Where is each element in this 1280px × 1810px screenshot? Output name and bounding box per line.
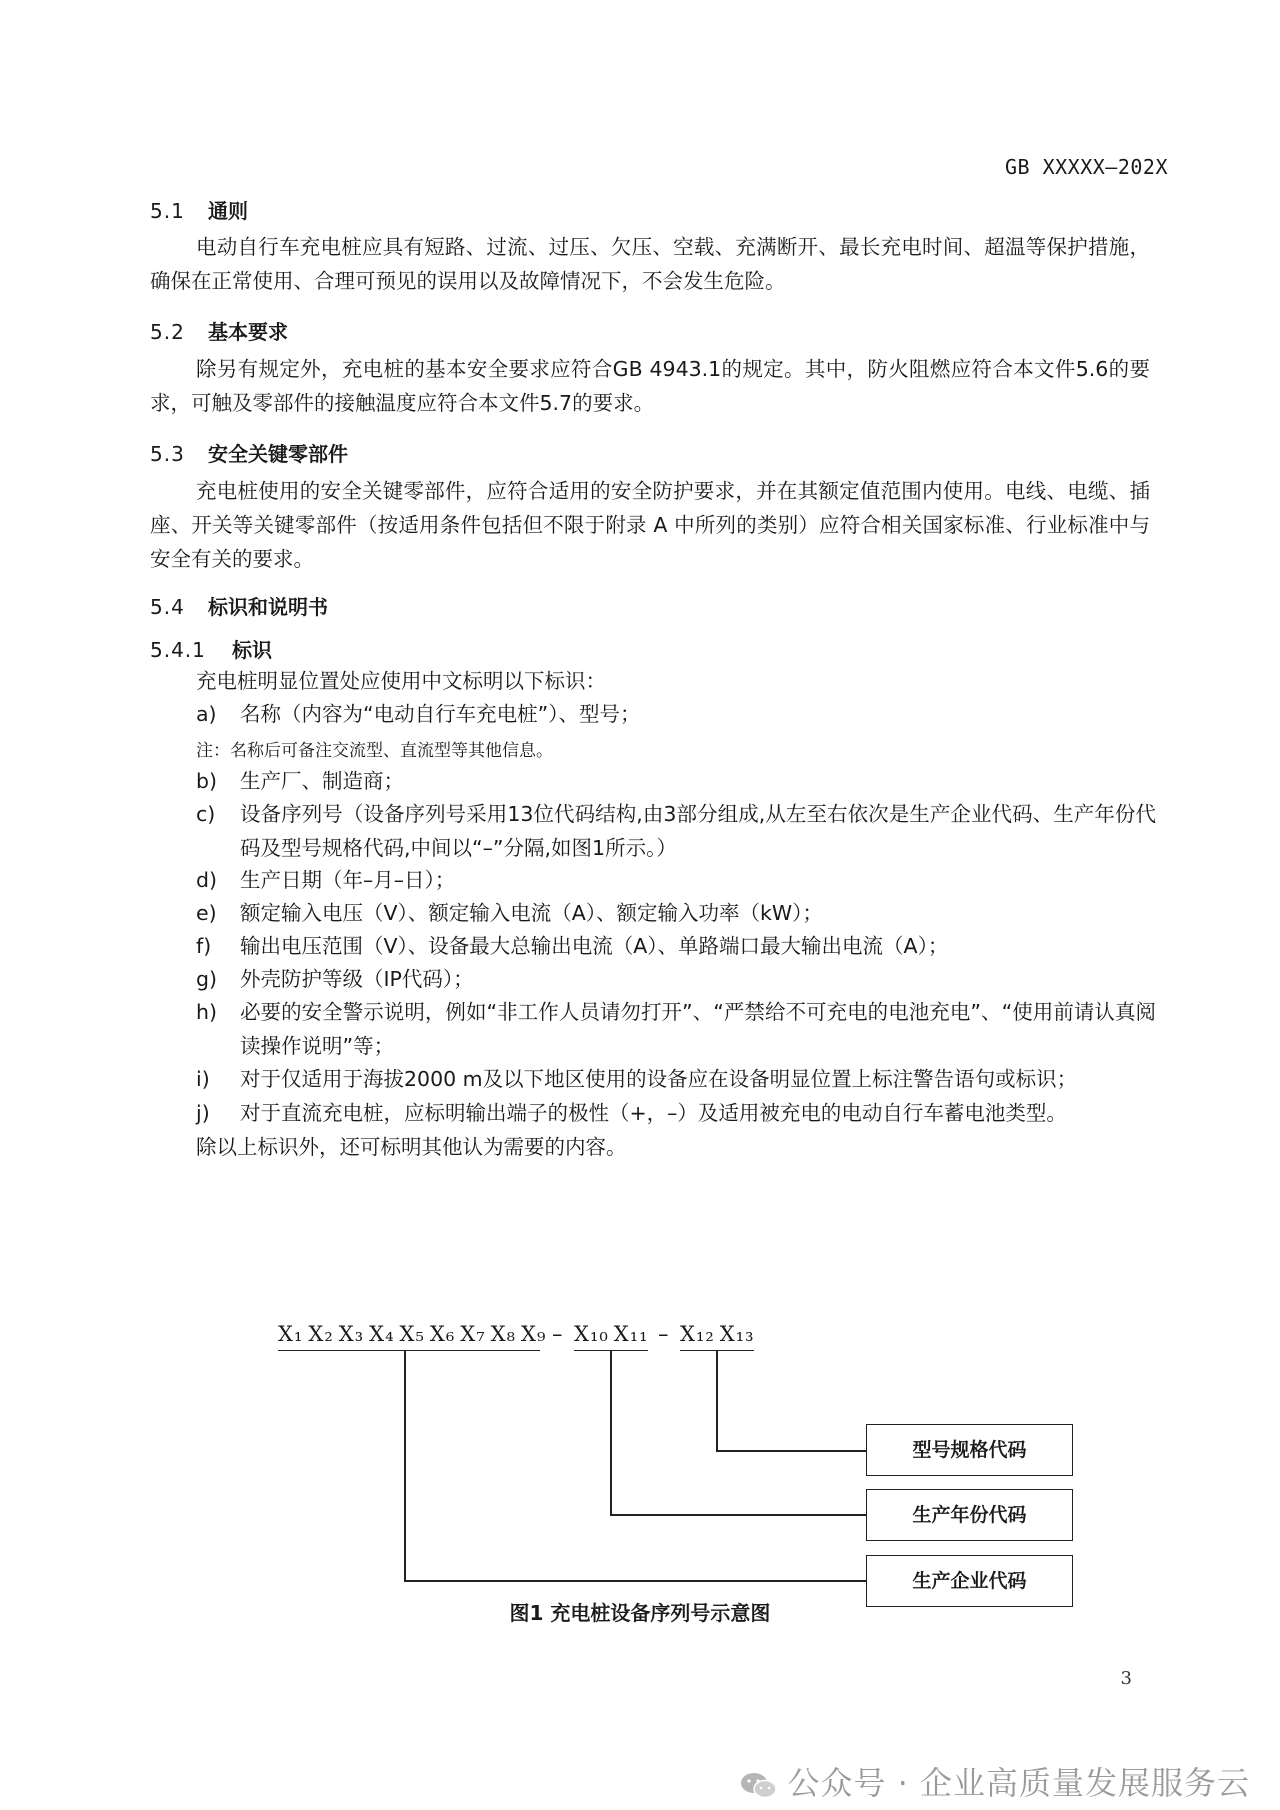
marking-outro: 除以上标识外，还可标明其他认为需要的内容。 xyxy=(196,1135,627,1159)
list-item xyxy=(196,962,1156,996)
company-code-group xyxy=(278,1320,547,1351)
list-item xyxy=(196,797,1156,865)
code-digit: X₅ xyxy=(399,1322,425,1346)
connector-line xyxy=(716,1351,718,1451)
list-item-label: d) xyxy=(196,868,218,892)
list-item-label: h) xyxy=(196,1000,217,1024)
list-item-text: 额定输入电压（V）、额定输入电流（A）、额定输入功率（kW）； xyxy=(240,901,823,925)
wechat-icon xyxy=(739,1770,779,1800)
code-digit: X₁₀ xyxy=(574,1322,609,1346)
serial-number-diagram xyxy=(270,1300,1090,1600)
section-title: 基本要求 xyxy=(208,320,288,344)
section-heading-5-2 xyxy=(150,316,288,345)
list-item-text: 生产日期（年–月–日）； xyxy=(240,868,456,892)
section-title: 标识和说明书 xyxy=(208,595,328,619)
model-code-digits xyxy=(680,1322,760,1346)
section-heading-5-4-1 xyxy=(150,634,272,663)
list-item xyxy=(196,1062,1156,1096)
section-heading-5-3 xyxy=(150,438,348,467)
list-item xyxy=(196,995,1156,1063)
list-item xyxy=(196,863,1156,897)
separator: – xyxy=(658,1322,669,1346)
code-digit: X₉ xyxy=(521,1322,547,1346)
list-item-label: b) xyxy=(196,769,218,793)
list-item-label: a) xyxy=(196,702,217,726)
section-title: 通则 xyxy=(208,199,248,223)
code-digit: X₄ xyxy=(369,1322,395,1346)
section-number: 5.2 xyxy=(150,320,185,344)
list-item-label: j) xyxy=(196,1101,210,1125)
list-item-text: 必要的安全警示说明，例如“非工作人员请勿打开”、“严禁给不可充电的电池充电”、“使用前请认真阅读操作说明”等； xyxy=(240,1000,1156,1058)
list-item-text: 输出电压范围（V）、设备最大总输出电流（A）、单路端口最大输出电流（A）； xyxy=(240,934,949,958)
document-code: GB XXXXX—202X xyxy=(1004,155,1168,179)
connector-line xyxy=(404,1351,406,1581)
list-item-label: e) xyxy=(196,901,217,925)
figure-caption: 图1 充电桩设备序列号示意图 xyxy=(509,1601,771,1625)
code-digit: X₁ xyxy=(278,1322,304,1346)
section-title: 安全关键零部件 xyxy=(208,442,348,466)
section-title: 标识 xyxy=(232,638,272,662)
list-item xyxy=(196,697,1156,731)
list-item-text: 外壳防护等级（IP代码）； xyxy=(240,967,474,991)
section-number: 5.4 xyxy=(150,595,185,619)
section-number: 5.4.1 xyxy=(150,638,206,662)
connector-line xyxy=(404,1580,694,1582)
list-item xyxy=(196,764,1156,798)
list-item-text: 设备序列号（设备序列号采用13位代码结构,由3部分组成,从左至右依次是生产企业代码、生产年份代码及型号规格代码,中间以“–”分隔,如图1所示。） xyxy=(240,802,1156,860)
separator: – xyxy=(552,1322,563,1346)
code-digit: X₇ xyxy=(460,1322,486,1346)
year-code-box: 生产年份代码 xyxy=(866,1489,1073,1541)
list-item-label: g) xyxy=(196,967,218,991)
watermark-text: 公众号 · 企业高质量发展服务云 xyxy=(787,1764,1250,1802)
section-number: 5.3 xyxy=(150,442,185,466)
company-code-box: 生产企业代码 xyxy=(866,1555,1073,1607)
list-item-text: 对于仅适用于海拔2000 m及以下地区使用的设备应在设备明显位置上标注警告语句或标识； xyxy=(240,1067,1078,1091)
code-digit: X₁₃ xyxy=(719,1322,755,1346)
list-item-text: 对于直流充电桩，应标明输出端子的极性（+，–）及适用被充电的电动自行车蓄电池类型。 xyxy=(240,1101,1067,1125)
connector-line xyxy=(610,1351,612,1515)
section-body-5-1: 电动自行车充电桩应具有短路、过流、过压、欠压、空载、充满断开、最长充电时间、超温等保护措施，确保在正常使用、合理可预见的误用以及故障情况下，不会发生危险。 xyxy=(150,235,1150,293)
year-code-digits xyxy=(574,1322,654,1346)
model-code-box: 型号规格代码 xyxy=(866,1424,1073,1476)
section-number: 5.1 xyxy=(150,199,185,223)
section-body-5-2: 除另有规定外，充电桩的基本安全要求应符合GB 4943.1的规定。其中，防火阻燃应符合本文件5.6的要求，可触及零部件的接触温度应符合本文件5.7的要求。 xyxy=(150,357,1150,415)
company-code-digits xyxy=(278,1322,551,1346)
code-digit: X₁₁ xyxy=(613,1322,649,1346)
list-item xyxy=(196,1096,1156,1130)
watermark xyxy=(739,1758,1250,1804)
list-item-label: f) xyxy=(196,934,212,958)
connector-line xyxy=(694,1580,866,1582)
list-item-label: i) xyxy=(196,1067,210,1091)
model-code-group xyxy=(680,1320,754,1351)
page-number: 3 xyxy=(1120,1668,1132,1689)
year-code-group xyxy=(574,1320,648,1351)
marking-intro: 充电桩明显位置处应使用中文标明以下标识： xyxy=(196,669,606,693)
list-item-text: 名称（内容为“电动自行车充电桩”）、型号； xyxy=(240,702,641,726)
list-item xyxy=(196,929,1156,963)
list-item-label: c) xyxy=(196,802,216,826)
section-heading-5-1 xyxy=(150,195,248,224)
list-item-text: 生产厂、制造商； xyxy=(240,769,404,793)
code-digit: X₂ xyxy=(308,1322,334,1346)
section-heading-5-4 xyxy=(150,591,328,620)
code-digit: X₁₂ xyxy=(680,1322,715,1346)
connector-line xyxy=(610,1514,866,1516)
code-digit: X₆ xyxy=(429,1322,456,1346)
note: 注：名称后可备注交流型、直流型等其他信息。 xyxy=(196,741,553,761)
section-body-5-3: 充电桩使用的安全关键零部件，应符合适用的安全防护要求，并在其额定值范围内使用。电线、电缆、插座、开关等关键零部件（按适用条件包括但不限于附录 A 中所列的类别）应符合相关国家标准、行业标准中与安全有关的要求。 xyxy=(150,479,1150,571)
list-item xyxy=(196,896,1156,930)
code-digit: X₃ xyxy=(338,1322,365,1346)
code-digit: X₈ xyxy=(490,1322,516,1346)
